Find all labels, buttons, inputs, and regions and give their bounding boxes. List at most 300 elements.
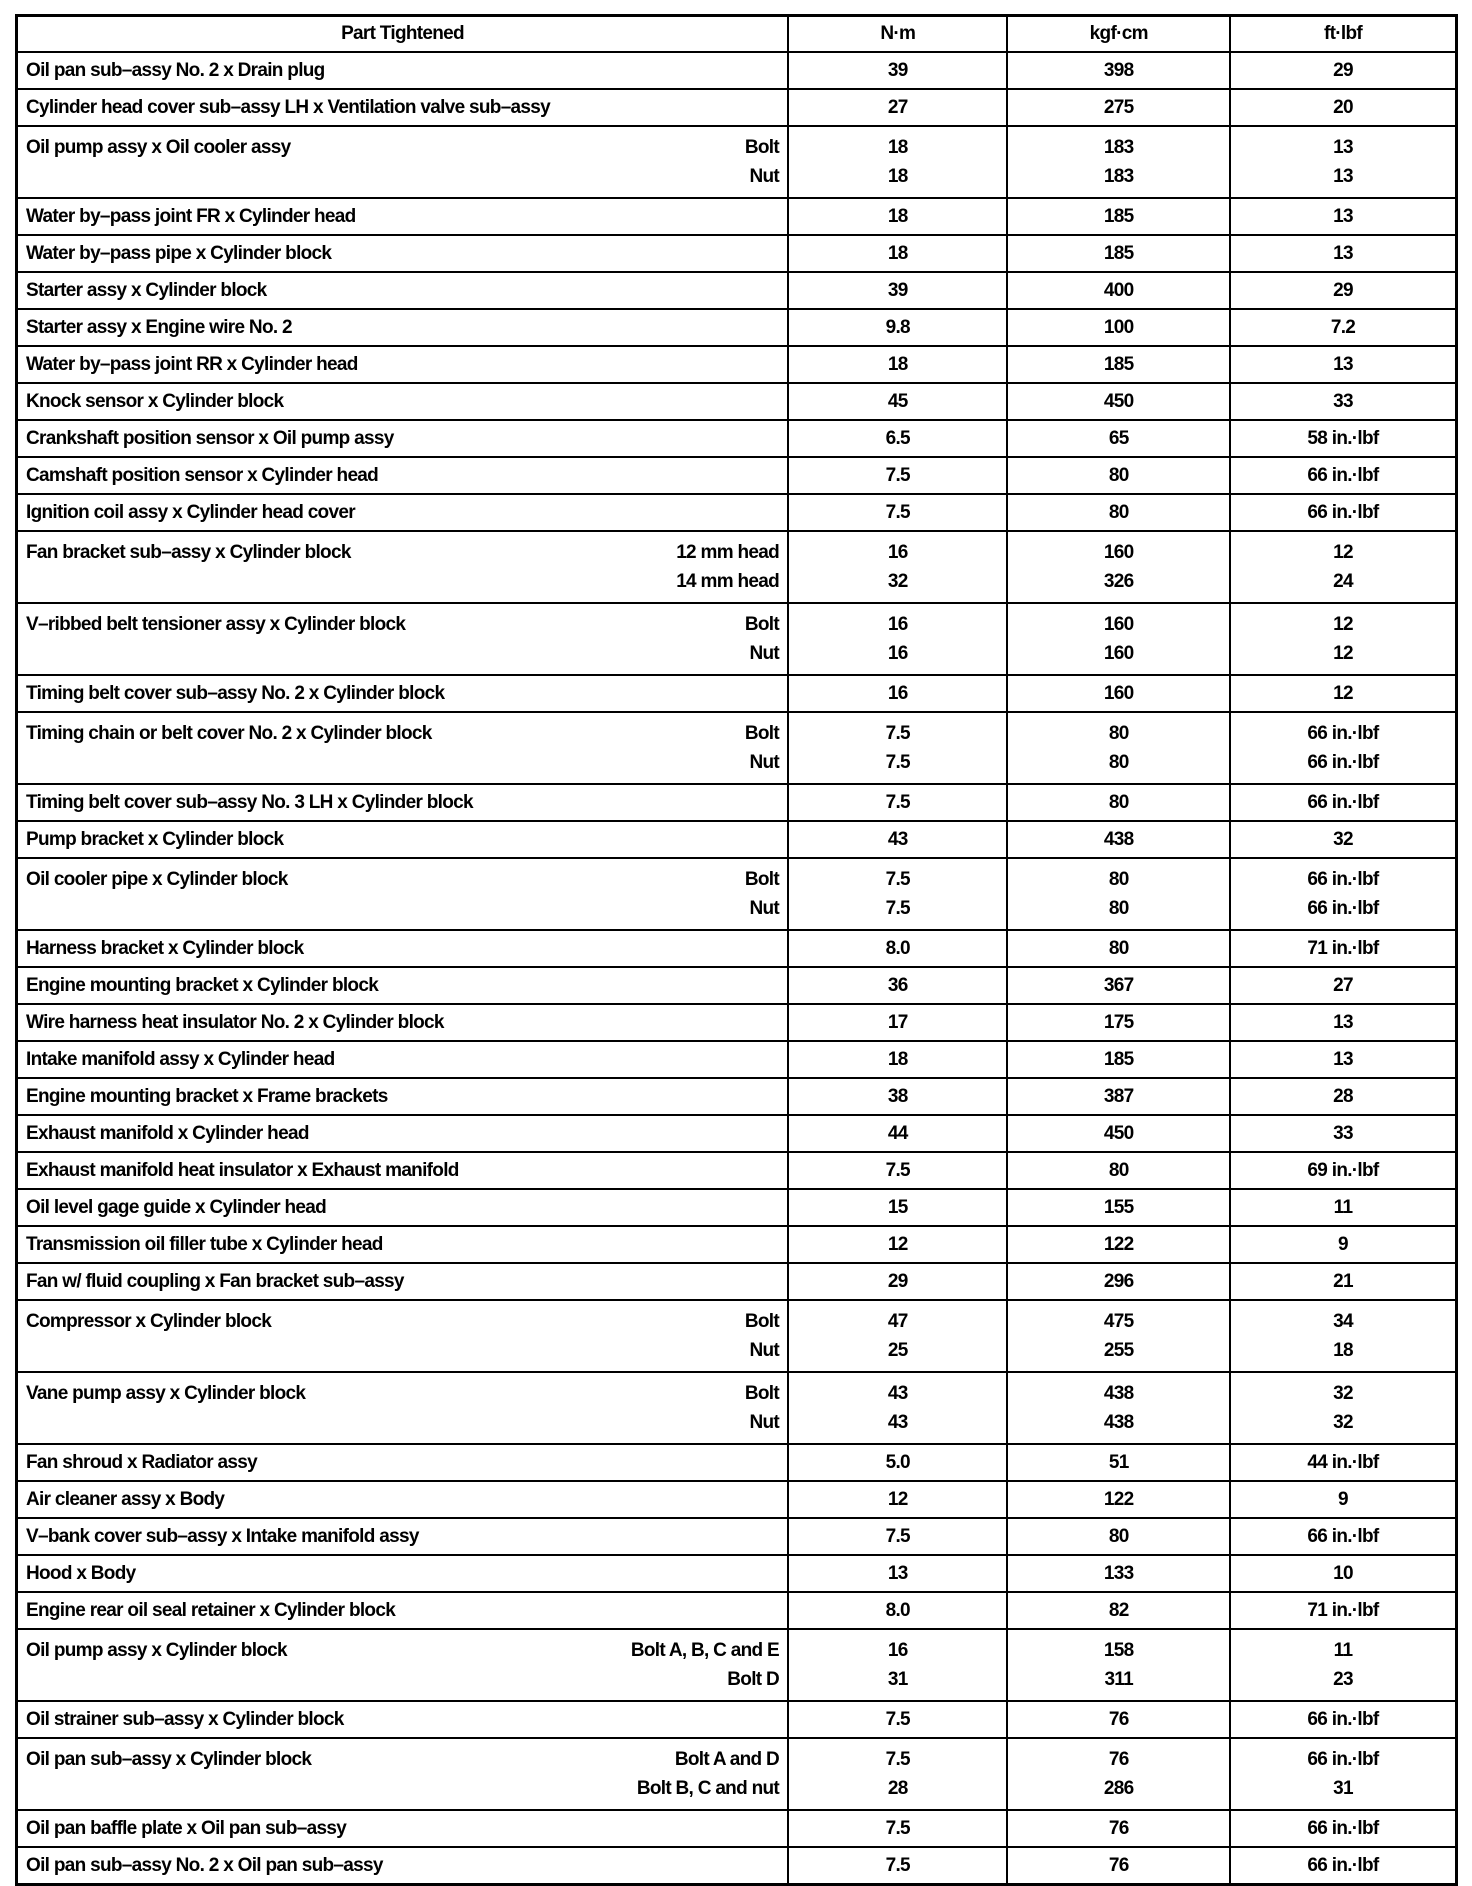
kgf-cm-value: 80 <box>1108 1159 1129 1181</box>
nm-value: 7.5 <box>885 898 910 919</box>
nm-cell <box>788 1263 1007 1300</box>
ft-lbf-cell <box>1230 1189 1457 1226</box>
kgf-cm-value: 160 <box>1103 614 1134 635</box>
kgf-cm-value: 80 <box>1108 898 1129 919</box>
ft-lbf-value: 34 <box>1333 1311 1353 1332</box>
fastener-label: Nut <box>749 166 780 187</box>
ft-lbf-value: 66 in.·lbf <box>1307 791 1379 813</box>
ft-lbf-value: 69 in.·lbf <box>1307 1159 1379 1181</box>
nm-cell <box>788 198 1007 235</box>
kgf-cm-cell <box>1007 420 1230 457</box>
kgf-cm-value: 183 <box>1103 166 1134 187</box>
ft-lbf-value: 13 <box>1333 1011 1353 1033</box>
ft-lbf-cell <box>1230 1041 1457 1078</box>
part-name: Air cleaner assy x Body <box>26 1488 225 1510</box>
nm-value: 8.0 <box>885 937 910 959</box>
kgf-cm-value: 80 <box>1108 937 1129 959</box>
nm-cell <box>788 346 1007 383</box>
part-name: Oil level gage guide x Cylinder head <box>26 1196 327 1218</box>
kgf-cm-cell <box>1007 1555 1230 1592</box>
part-name: Oil pan baffle plate x Oil pan sub–assy <box>26 1817 347 1839</box>
nm-value: 31 <box>887 1669 908 1690</box>
kgf-cm-value: 158 <box>1103 1640 1134 1661</box>
kgf-cm-value: 438 <box>1103 1412 1134 1433</box>
ft-lbf-cell <box>1230 1226 1457 1263</box>
kgf-cm-value: 326 <box>1103 571 1134 592</box>
table-row <box>17 1738 1457 1810</box>
nm-cell <box>788 1810 1007 1847</box>
fastener-label: Bolt <box>744 1383 780 1404</box>
ft-lbf-cell <box>1230 1701 1457 1738</box>
part-cell <box>17 1847 789 1885</box>
ft-lbf-cell <box>1230 1847 1457 1885</box>
nm-value: 18 <box>887 137 908 158</box>
ft-lbf-value: 13 <box>1333 166 1353 187</box>
kgf-cm-cell <box>1007 1152 1230 1189</box>
kgf-cm-value: 80 <box>1108 464 1129 486</box>
kgf-cm-value: 183 <box>1103 137 1134 158</box>
ft-lbf-value: 66 in.·lbf <box>1307 898 1379 919</box>
kgf-cm-value: 367 <box>1103 974 1134 996</box>
nm-cell <box>788 712 1007 784</box>
kgf-cm-cell <box>1007 1629 1230 1701</box>
fastener-label: Bolt D <box>727 1669 780 1690</box>
kgf-cm-value: 400 <box>1103 279 1134 301</box>
ft-lbf-cell <box>1230 967 1457 1004</box>
nm-value: 18 <box>887 1048 908 1070</box>
part-name: Wire harness heat insulator No. 2 x Cylinder block <box>26 1011 444 1033</box>
ft-lbf-cell <box>1230 1152 1457 1189</box>
part-cell <box>17 126 789 198</box>
nm-cell <box>788 1226 1007 1263</box>
ft-lbf-cell <box>1230 1555 1457 1592</box>
nm-cell <box>788 1041 1007 1078</box>
kgf-cm-cell <box>1007 235 1230 272</box>
nm-value: 29 <box>887 1270 908 1292</box>
ft-lbf-cell <box>1230 531 1457 603</box>
table-row <box>17 1004 1457 1041</box>
ft-lbf-value: 66 in.·lbf <box>1307 752 1379 773</box>
kgf-cm-value: 160 <box>1103 542 1134 563</box>
nm-cell <box>788 1152 1007 1189</box>
nm-value: 43 <box>887 1412 908 1433</box>
fastener-label: 12 mm head <box>676 542 780 563</box>
part-cell <box>17 346 789 383</box>
nm-value: 45 <box>887 390 908 412</box>
nm-value: 5.0 <box>885 1451 910 1473</box>
nm-cell <box>788 89 1007 126</box>
kgf-cm-value: 80 <box>1108 869 1129 890</box>
kgf-cm-value: 76 <box>1108 1708 1129 1730</box>
fastener-label: Nut <box>749 1340 780 1361</box>
table-row <box>17 89 1457 126</box>
ft-lbf-value: 32 <box>1333 1412 1353 1433</box>
kgf-cm-cell <box>1007 1263 1230 1300</box>
part-name: Oil pan sub–assy No. 2 x Drain plug <box>26 59 325 81</box>
nm-value: 36 <box>887 974 908 996</box>
nm-cell <box>788 420 1007 457</box>
nm-value: 12 <box>887 1233 908 1255</box>
kgf-cm-value: 475 <box>1103 1311 1134 1332</box>
part-cell <box>17 967 789 1004</box>
part-name: Oil pump assy x Oil cooler assy <box>26 137 291 158</box>
nm-value: 18 <box>887 166 908 187</box>
kgf-cm-value: 255 <box>1103 1340 1134 1361</box>
fastener-labels <box>745 865 779 923</box>
kgf-cm-value: 76 <box>1108 1749 1129 1770</box>
part-cell <box>17 603 789 675</box>
kgf-cm-cell <box>1007 346 1230 383</box>
ft-lbf-value: 13 <box>1333 353 1353 375</box>
kgf-cm-value: 450 <box>1103 390 1134 412</box>
ft-lbf-cell <box>1230 603 1457 675</box>
ft-lbf-value: 13 <box>1333 205 1353 227</box>
kgf-cm-value: 65 <box>1108 427 1129 449</box>
kgf-cm-cell <box>1007 1592 1230 1629</box>
ft-lbf-value: 71 in.·lbf <box>1307 937 1379 959</box>
ft-lbf-cell <box>1230 383 1457 420</box>
kgf-cm-cell <box>1007 930 1230 967</box>
part-name: V–ribbed belt tensioner assy x Cylinder block <box>26 614 406 635</box>
kgf-cm-cell <box>1007 272 1230 309</box>
kgf-cm-cell <box>1007 309 1230 346</box>
nm-value: 28 <box>887 1778 908 1799</box>
nm-cell <box>788 1629 1007 1701</box>
table-row <box>17 1444 1457 1481</box>
ft-lbf-value: 9 <box>1338 1233 1348 1255</box>
table-row <box>17 1629 1457 1701</box>
nm-value: 7.5 <box>885 723 910 744</box>
ft-lbf-cell <box>1230 457 1457 494</box>
ft-lbf-cell <box>1230 1592 1457 1629</box>
kgf-cm-value: 155 <box>1103 1196 1134 1218</box>
kgf-cm-value: 185 <box>1103 205 1134 227</box>
part-name: Cylinder head cover sub–assy LH x Ventilation valve sub–assy <box>26 96 551 118</box>
part-cell <box>17 383 789 420</box>
table-row <box>17 712 1457 784</box>
part-cell <box>17 1078 789 1115</box>
kgf-cm-cell <box>1007 457 1230 494</box>
ft-lbf-value: 13 <box>1333 1048 1353 1070</box>
ft-lbf-cell <box>1230 309 1457 346</box>
kgf-cm-value: 82 <box>1108 1599 1129 1621</box>
kgf-cm-cell <box>1007 383 1230 420</box>
ft-lbf-value: 66 in.·lbf <box>1307 464 1379 486</box>
kgf-cm-value: 185 <box>1103 242 1134 264</box>
table-row <box>17 1078 1457 1115</box>
kgf-cm-cell <box>1007 52 1230 89</box>
part-name: Fan w/ fluid coupling x Fan bracket sub–assy <box>26 1270 404 1292</box>
nm-value: 27 <box>887 96 908 118</box>
header-ft-lbf: ft·lbf <box>1230 16 1457 53</box>
part-cell <box>17 1629 789 1701</box>
table-row <box>17 420 1457 457</box>
ft-lbf-value: 66 in.·lbf <box>1307 501 1379 523</box>
kgf-cm-cell <box>1007 858 1230 930</box>
kgf-cm-value: 80 <box>1108 752 1129 773</box>
nm-value: 7.5 <box>885 1708 910 1730</box>
kgf-cm-value: 160 <box>1103 682 1134 704</box>
kgf-cm-cell <box>1007 198 1230 235</box>
table-row <box>17 675 1457 712</box>
ft-lbf-cell <box>1230 1078 1457 1115</box>
kgf-cm-value: 387 <box>1103 1085 1134 1107</box>
nm-cell <box>788 1189 1007 1226</box>
fastener-label: Bolt <box>744 137 780 158</box>
kgf-cm-cell <box>1007 1041 1230 1078</box>
part-name: Water by–pass joint RR x Cylinder head <box>26 353 358 375</box>
part-cell <box>17 1041 789 1078</box>
kgf-cm-cell <box>1007 821 1230 858</box>
part-name: Fan bracket sub–assy x Cylinder block <box>26 542 351 563</box>
ft-lbf-value: 13 <box>1333 137 1353 158</box>
nm-cell <box>788 52 1007 89</box>
table-row <box>17 858 1457 930</box>
nm-value: 43 <box>887 828 908 850</box>
fastener-label: Nut <box>749 1412 780 1433</box>
ft-lbf-cell <box>1230 52 1457 89</box>
part-cell <box>17 712 789 784</box>
part-cell <box>17 1810 789 1847</box>
table-row <box>17 1226 1457 1263</box>
ft-lbf-value: 29 <box>1333 279 1353 301</box>
ft-lbf-value: 11 <box>1333 1196 1353 1218</box>
table-row <box>17 1847 1457 1885</box>
part-name: V–bank cover sub–assy x Intake manifold assy <box>26 1525 419 1547</box>
fastener-label: Bolt B, C and nut <box>636 1778 780 1799</box>
part-cell <box>17 1518 789 1555</box>
kgf-cm-cell <box>1007 1226 1230 1263</box>
nm-value: 16 <box>887 614 908 635</box>
nm-value: 7.5 <box>885 1854 910 1876</box>
part-name: Engine mounting bracket x Cylinder block <box>26 974 379 996</box>
nm-value: 7.5 <box>885 501 910 523</box>
nm-value: 7.5 <box>885 1749 910 1770</box>
ft-lbf-cell <box>1230 1300 1457 1372</box>
ft-lbf-value: 32 <box>1333 1383 1353 1404</box>
ft-lbf-cell <box>1230 930 1457 967</box>
kgf-cm-value: 76 <box>1108 1854 1129 1876</box>
ft-lbf-value: 29 <box>1333 59 1353 81</box>
part-name: Oil strainer sub–assy x Cylinder block <box>26 1708 344 1730</box>
ft-lbf-cell <box>1230 1518 1457 1555</box>
nm-value: 7.5 <box>885 1525 910 1547</box>
kgf-cm-cell <box>1007 967 1230 1004</box>
kgf-cm-value: 76 <box>1108 1817 1129 1839</box>
nm-value: 16 <box>887 643 908 664</box>
part-name: Transmission oil filler tube x Cylinder head <box>26 1233 383 1255</box>
kgf-cm-cell <box>1007 1738 1230 1810</box>
ft-lbf-value: 27 <box>1333 974 1353 996</box>
nm-value: 8.0 <box>885 1599 910 1621</box>
nm-cell <box>788 1847 1007 1885</box>
table-row <box>17 930 1457 967</box>
kgf-cm-cell <box>1007 89 1230 126</box>
table-row <box>17 1701 1457 1738</box>
table-row <box>17 784 1457 821</box>
table-row <box>17 309 1457 346</box>
part-cell <box>17 1738 789 1810</box>
table-row <box>17 198 1457 235</box>
part-cell <box>17 1152 789 1189</box>
kgf-cm-cell <box>1007 1518 1230 1555</box>
ft-lbf-value: 66 in.·lbf <box>1307 1749 1379 1770</box>
table-row <box>17 531 1457 603</box>
ft-lbf-cell <box>1230 494 1457 531</box>
table-row <box>17 1555 1457 1592</box>
part-name: Engine mounting bracket x Frame brackets <box>26 1085 388 1107</box>
nm-value: 7.5 <box>885 869 910 890</box>
nm-cell <box>788 1444 1007 1481</box>
ft-lbf-cell <box>1230 1372 1457 1444</box>
nm-value: 15 <box>887 1196 908 1218</box>
table-row <box>17 1481 1457 1518</box>
part-name: Camshaft position sensor x Cylinder head <box>26 464 379 486</box>
header-part-tightened: Part Tightened <box>17 16 789 53</box>
part-name: Oil pan sub–assy x Cylinder block <box>26 1749 312 1770</box>
nm-value: 44 <box>887 1122 908 1144</box>
table-row <box>17 383 1457 420</box>
ft-lbf-cell <box>1230 784 1457 821</box>
kgf-cm-value: 450 <box>1103 1122 1134 1144</box>
part-name: Fan shroud x Radiator assy <box>26 1451 257 1473</box>
kgf-cm-cell <box>1007 494 1230 531</box>
ft-lbf-cell <box>1230 1004 1457 1041</box>
nm-cell <box>788 1300 1007 1372</box>
fastener-labels <box>745 719 779 777</box>
ft-lbf-cell <box>1230 198 1457 235</box>
part-cell <box>17 858 789 930</box>
nm-value: 16 <box>887 682 908 704</box>
fastener-label: Bolt <box>744 869 780 890</box>
nm-cell <box>788 1115 1007 1152</box>
kgf-cm-cell <box>1007 1701 1230 1738</box>
table-row <box>17 1592 1457 1629</box>
kgf-cm-value: 275 <box>1103 96 1134 118</box>
fastener-label: Nut <box>749 643 780 664</box>
kgf-cm-cell <box>1007 1847 1230 1885</box>
table-row <box>17 272 1457 309</box>
ft-lbf-cell <box>1230 858 1457 930</box>
ft-lbf-value: 58 in.·lbf <box>1307 427 1379 449</box>
part-cell <box>17 1701 789 1738</box>
kgf-cm-value: 122 <box>1103 1488 1134 1510</box>
table-row <box>17 821 1457 858</box>
part-name: Harness bracket x Cylinder block <box>26 937 304 959</box>
ft-lbf-cell <box>1230 1115 1457 1152</box>
ft-lbf-value: 71 in.·lbf <box>1307 1599 1379 1621</box>
nm-cell <box>788 383 1007 420</box>
nm-cell <box>788 1481 1007 1518</box>
nm-value: 47 <box>887 1311 908 1332</box>
part-name: Exhaust manifold x Cylinder head <box>26 1122 309 1144</box>
fastener-labels <box>637 1745 779 1803</box>
ft-lbf-value: 33 <box>1333 1122 1353 1144</box>
ft-lbf-value: 7.2 <box>1330 316 1356 338</box>
ft-lbf-value: 20 <box>1333 96 1353 118</box>
ft-lbf-value: 66 in.·lbf <box>1307 1525 1379 1547</box>
part-cell <box>17 494 789 531</box>
part-cell <box>17 272 789 309</box>
ft-lbf-cell <box>1230 675 1457 712</box>
fastener-label: Bolt <box>744 614 780 635</box>
nm-value: 18 <box>887 242 908 264</box>
ft-lbf-value: 12 <box>1333 682 1353 704</box>
kgf-cm-cell <box>1007 531 1230 603</box>
table-row <box>17 52 1457 89</box>
nm-cell <box>788 1592 1007 1629</box>
part-cell <box>17 784 789 821</box>
part-name: Intake manifold assy x Cylinder head <box>26 1048 335 1070</box>
nm-value: 16 <box>887 542 908 563</box>
nm-value: 38 <box>887 1085 908 1107</box>
fastener-label: Bolt <box>744 1311 780 1332</box>
fastener-labels <box>745 133 779 191</box>
nm-cell <box>788 1701 1007 1738</box>
part-cell <box>17 420 789 457</box>
part-cell <box>17 675 789 712</box>
ft-lbf-cell <box>1230 126 1457 198</box>
part-name: Water by–pass pipe x Cylinder block <box>26 242 332 264</box>
nm-value: 17 <box>887 1011 908 1033</box>
fastener-label: Nut <box>749 898 780 919</box>
table-row <box>17 1810 1457 1847</box>
part-cell <box>17 531 789 603</box>
part-name: Engine rear oil seal retainer x Cylinder block <box>26 1599 396 1621</box>
nm-cell <box>788 1738 1007 1810</box>
part-name: Starter assy x Cylinder block <box>26 279 267 301</box>
part-cell <box>17 1481 789 1518</box>
kgf-cm-cell <box>1007 1810 1230 1847</box>
part-name: Hood x Body <box>26 1562 136 1584</box>
kgf-cm-cell <box>1007 1115 1230 1152</box>
table-row <box>17 1041 1457 1078</box>
fastener-label: Bolt A and D <box>674 1749 780 1770</box>
nm-cell <box>788 272 1007 309</box>
part-name: Timing belt cover sub–assy No. 2 x Cylinder block <box>26 682 445 704</box>
part-cell <box>17 89 789 126</box>
part-cell <box>17 1226 789 1263</box>
nm-value: 7.5 <box>885 464 910 486</box>
table-row <box>17 603 1457 675</box>
table-row <box>17 1300 1457 1372</box>
fastener-label: 14 mm head <box>676 571 780 592</box>
ft-lbf-cell <box>1230 1810 1457 1847</box>
nm-cell <box>788 1372 1007 1444</box>
part-name: Oil pump assy x Cylinder block <box>26 1640 287 1661</box>
ft-lbf-value: 24 <box>1333 571 1353 592</box>
table-row <box>17 1152 1457 1189</box>
ft-lbf-value: 66 in.·lbf <box>1307 1817 1379 1839</box>
nm-cell <box>788 531 1007 603</box>
table-row <box>17 235 1457 272</box>
nm-value: 7.5 <box>885 791 910 813</box>
kgf-cm-cell <box>1007 1372 1230 1444</box>
nm-value: 25 <box>887 1340 908 1361</box>
nm-value: 7.5 <box>885 752 910 773</box>
nm-value: 6.5 <box>885 427 910 449</box>
part-cell <box>17 821 789 858</box>
part-cell <box>17 1300 789 1372</box>
nm-cell <box>788 457 1007 494</box>
kgf-cm-value: 51 <box>1108 1451 1129 1473</box>
ft-lbf-value: 66 in.·lbf <box>1307 869 1379 890</box>
part-name: Crankshaft position sensor x Oil pump assy <box>26 427 394 449</box>
part-cell <box>17 1004 789 1041</box>
ft-lbf-cell <box>1230 89 1457 126</box>
ft-lbf-cell <box>1230 346 1457 383</box>
ft-lbf-value: 12 <box>1333 542 1353 563</box>
